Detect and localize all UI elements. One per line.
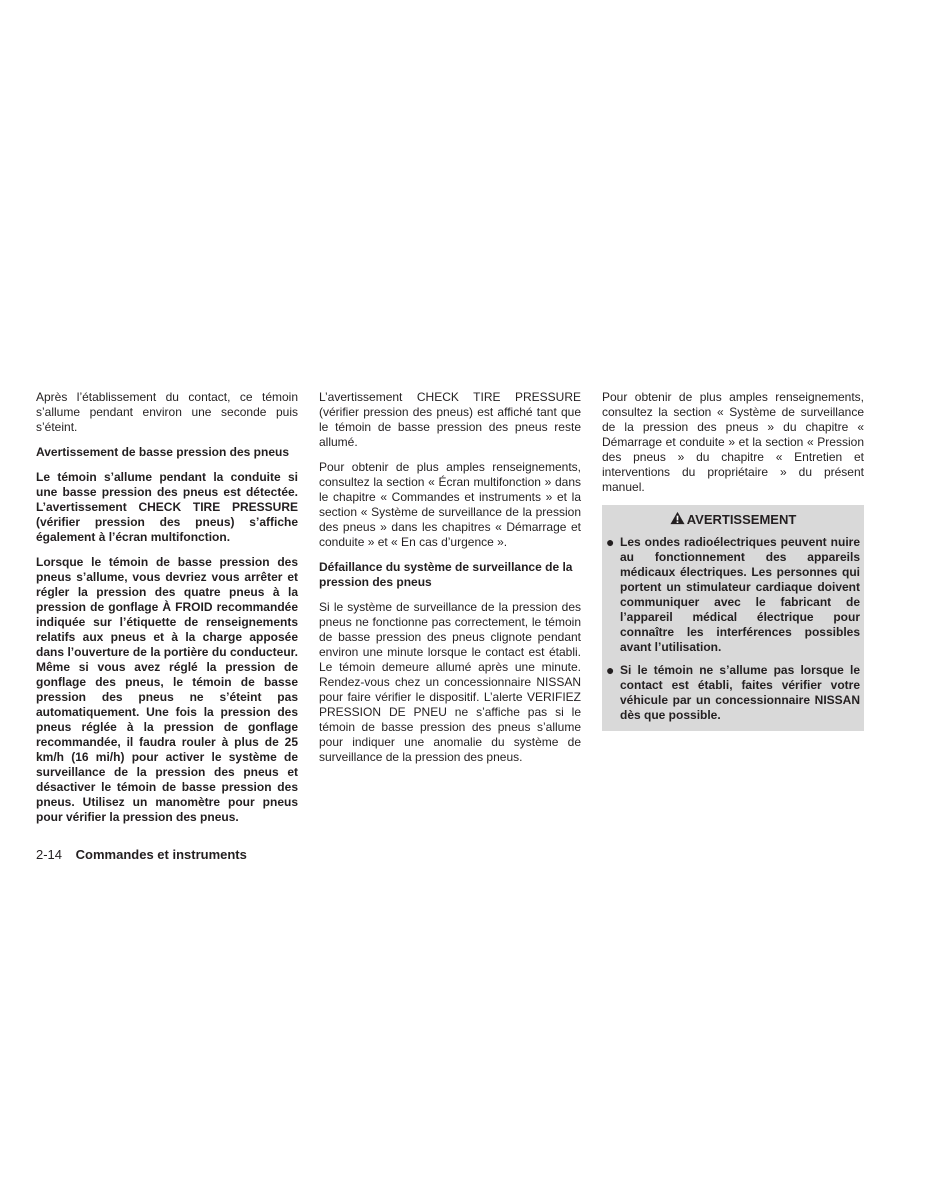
column-1	[36, 390, 298, 835]
column-2	[319, 390, 581, 775]
warning-box	[602, 505, 864, 731]
section-heading: Défaillance du système de surveillance de la pression des pneus	[319, 560, 573, 589]
column-3	[602, 390, 864, 731]
section-heading: Avertissement de basse pression des pneus	[36, 445, 289, 459]
warning-list	[606, 535, 860, 723]
bullet-icon: ●	[606, 662, 615, 678]
warning-item-text: Les ondes radioélectriques peuvent nuire au fonctionnement des appareils médicaux électriques. Les personnes qui portent un stimulateur cardiaque doivent communiquer avec le fabricant de l’appareil médical électrique pour connaître les interférences possibles avant l’utilisation.	[620, 535, 860, 654]
paragraph: Le témoin s’allume pendant la conduite si une basse pression des pneus est détectée. L’avertissement CHECK TIRE PRESSURE (vérifier pression des pneus) s’affiche également à l’écran multifonction.	[36, 470, 298, 544]
paragraph: Pour obtenir de plus amples renseignements, consultez la section « Écran multifonction » dans le chapitre « Commandes et instruments » et la section « Système de surveillance de la pression des pneus » dans les chapitres « Démarrage et conduite » et « En cas d’urgence ».	[319, 460, 581, 549]
paragraph: Pour obtenir de plus amples renseignements, consultez la section « Système de surveillance de la pression des pneus » du chapitre « Démarrage et conduite » et la section « Pression des pneus » du chapitre « Entretien et interventions du propriétaire » du présent manuel.	[602, 390, 864, 494]
warning-title	[606, 511, 860, 529]
paragraph: L’avertissement CHECK TIRE PRESSURE (vérifier pression des pneus) est affiché tant que le témoin de basse pression des pneus reste allumé.	[319, 390, 581, 449]
warning-item-text: Si le témoin ne s’allume pas lorsque le contact est établi, faites vérifier votre véhicule par un concessionnaire NISSAN dès que possible.	[620, 663, 860, 722]
warning-triangle-icon	[670, 511, 685, 529]
paragraph: Après l’établissement du contact, ce témoin s’allume pendant environ une seconde puis s’éteint.	[36, 390, 298, 434]
section-title: Commandes et instruments	[75, 847, 247, 862]
page-number: 2-14	[36, 847, 63, 862]
warning-title-text: AVERTISSEMENT	[686, 512, 797, 527]
paragraph: Si le système de surveillance de la pression des pneus ne fonctionne pas correctement, le témoin de basse pression des pneus clignote pendant environ une minute lorsque le contact est établi. Le témoin demeure allumé après une minute. Rendez-vous chez un concessionnaire NISSAN pour faire vérifier le dispositif. L’alerte VERIFIEZ PRESSION DE PNEU ne s’affiche pas si le témoin de basse pression des pneus s’allume pour indiquer une anomalie du système de surveillance de la pression des pneus.	[319, 600, 581, 764]
bullet-icon: ●	[606, 534, 615, 550]
warning-item	[606, 535, 860, 655]
page-footer	[36, 847, 247, 863]
warning-item	[606, 663, 860, 723]
paragraph: Lorsque le témoin de basse pression des pneus s’allume, vous devriez vous arrêter et régler la pression des quatre pneus à la pression de gonflage À FROID recommandée indiquée sur l’étiquette de renseignements relatifs aux pneus et à la charge apposée dans l’ouverture de la portière du conducteur. Même si vous avez réglé la pression de gonflage des pneus, le témoin de basse pression des pneus ne s’éteint pas automatiquement. Une fois la pression des pneus réglée à la pression de gonflage recommandée, il faudra rouler à plus de 25 km/h (16 mi/h) pour activer le système de surveillance de la pression des pneus et désactiver le témoin de basse pression des pneus. Utilisez un manomètre pour pneus pour vérifier la pression des pneus.	[36, 555, 298, 824]
